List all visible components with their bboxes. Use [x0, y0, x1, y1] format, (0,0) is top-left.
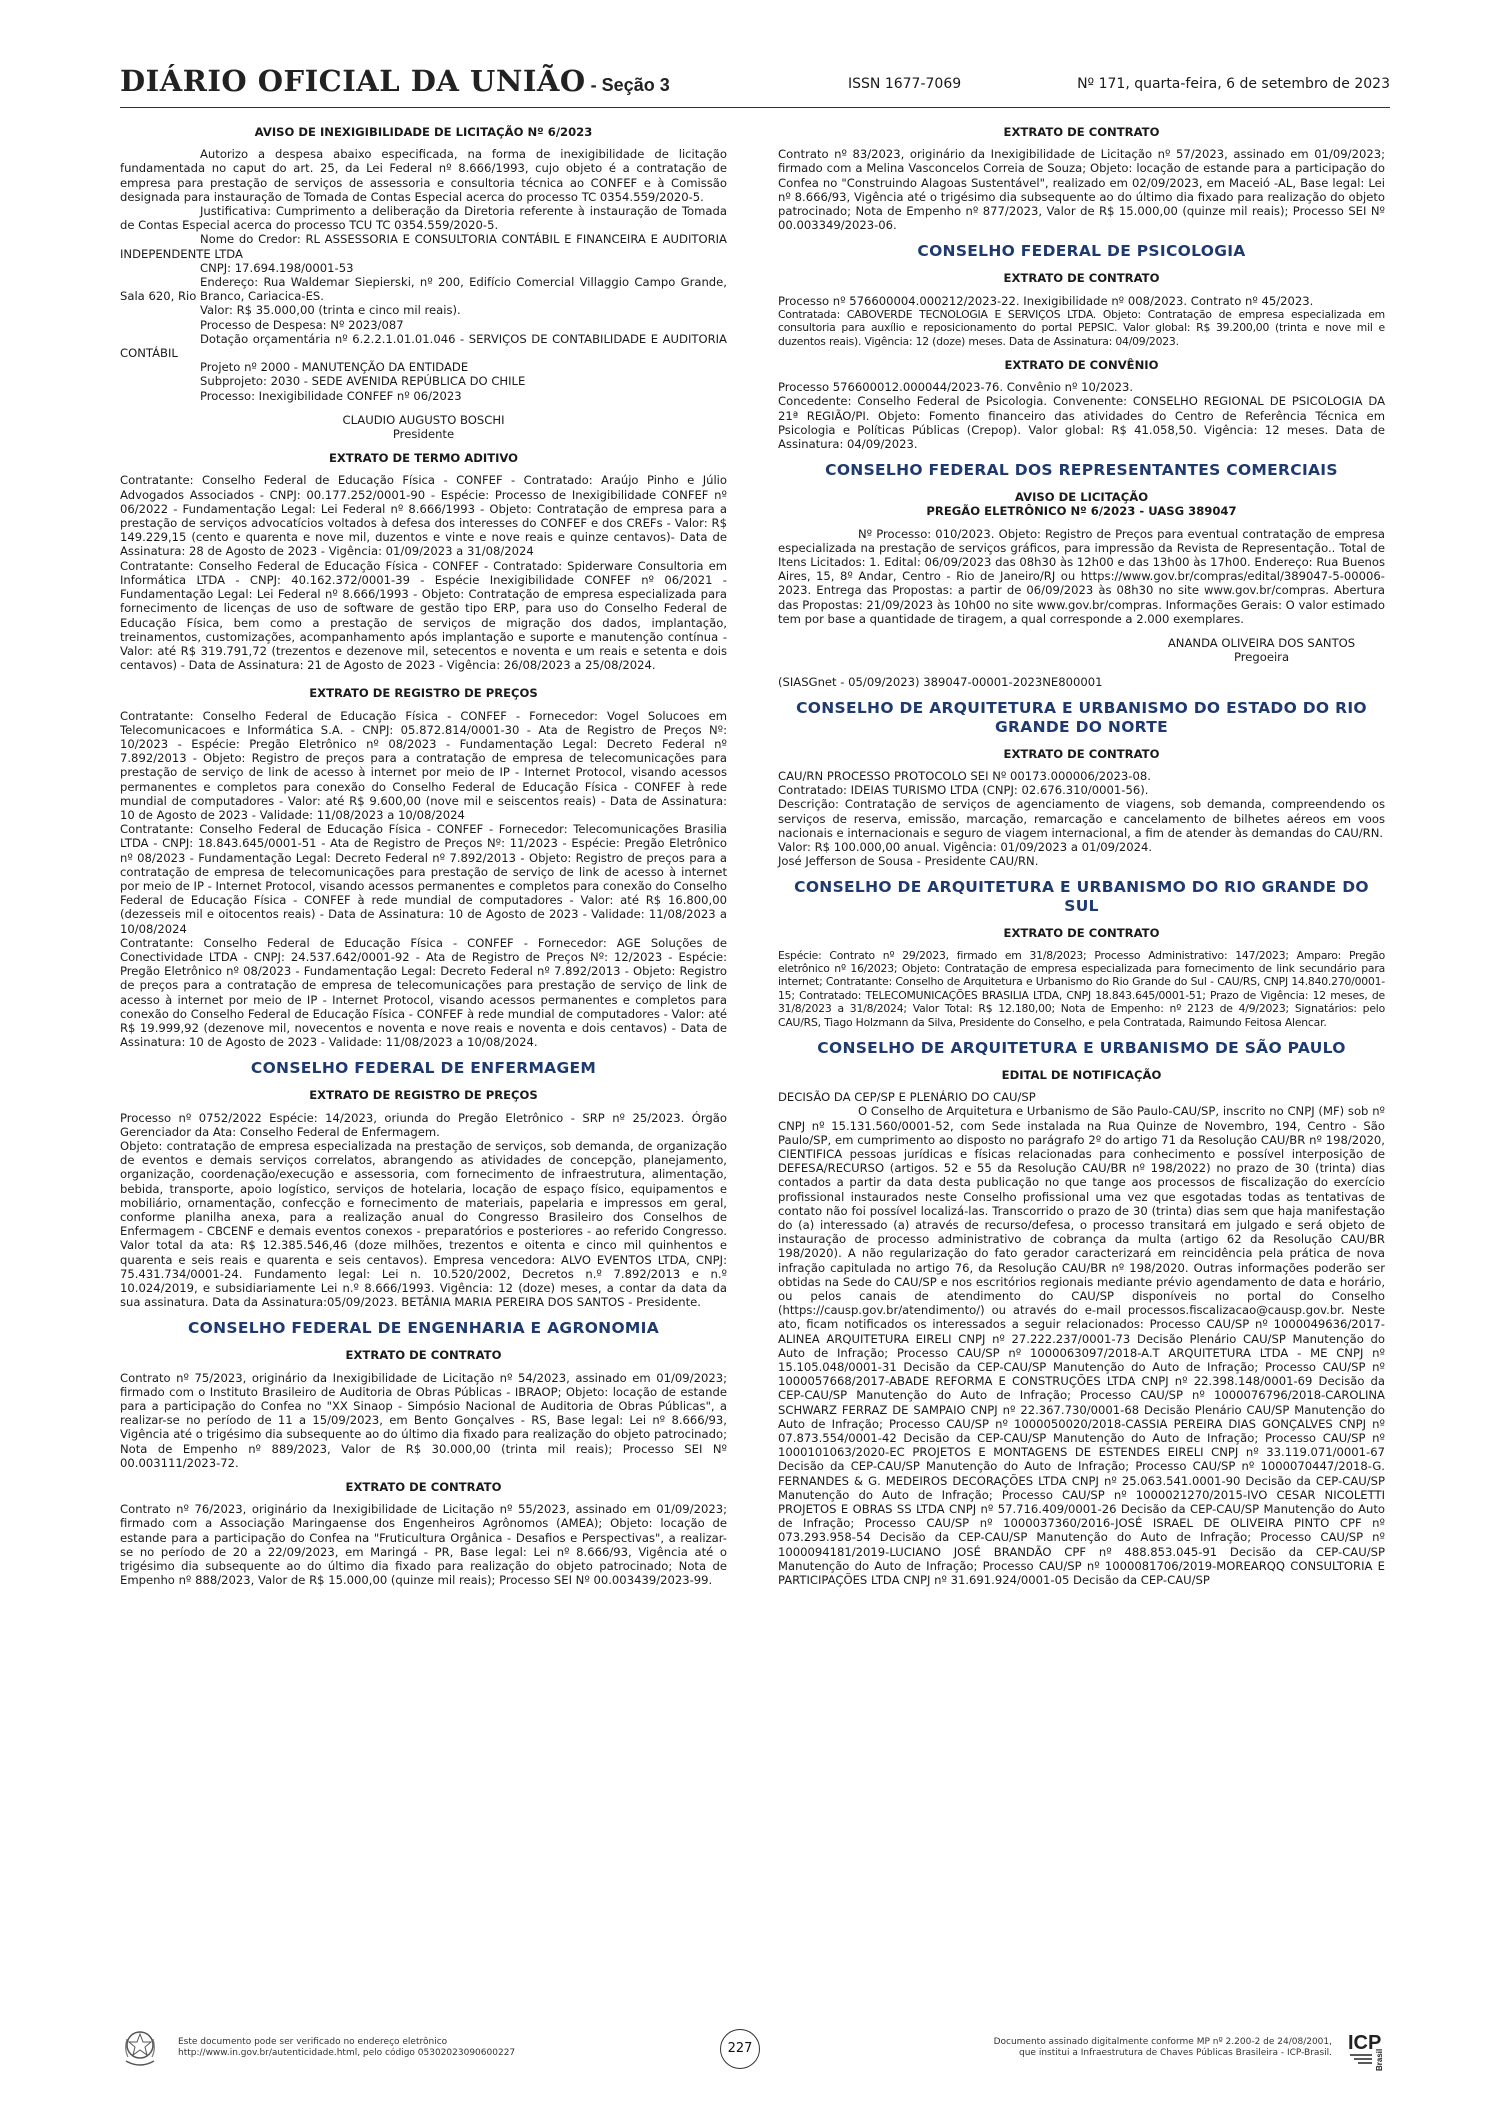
notice-title: EXTRATO DE CONVÊNIO: [1004, 358, 1159, 373]
paragraph: Valor: R$ 100.000,00 anual. Vigência: 01/09/2023 a 01/09/2024.: [778, 839, 1153, 854]
paragraph: Contratante: Conselho Federal de Educação Física - CONFEF - Fornecedor: Telecomunicações Brasilia LTDA - CNPJ: 18.843.645/0001-51 - Ata de Registro de Preços Nº: 11/2023 - Espécie: Pregão Eletrônico nº 08/2023 - Fundamentação Legal: Decreto Federal nº 7.892/2013 - Objeto: Registro de preços para a contratação de empresa de telecomunicações para prestação de serviço de link de acesso à internet por meio de IP - Internet Protocol, visando acessos permanentes e completos para conexão do Conselho Federal de Educação Física - CONFEF à rede mundial de computadores - Valor: até R$ 16.800,00 (dezesseis mil e oitocentos reais) - Data de Assinatura: 10 de Agosto de 2023 - Validade: 11/08/2023 a 10/08/2024: [120, 822, 727, 936]
paragraph: Processo 576600012.000044/2023-76. Convênio nº 10/2023.: [778, 380, 1134, 395]
verification-note: Este documento pode ser verificado no endereço eletrônico http://www.in.gov.br/autenticidade.html, pelo código 05302023090600227: [178, 2037, 516, 2058]
notice-title: EXTRATO DE CONTRATO: [1003, 926, 1160, 941]
paragraph: CAU/RN PROCESSO PROTOCOLO SEI Nº 00173.000006/2023-08.: [778, 768, 1151, 783]
svg-text:ICP: ICP: [1348, 2032, 1382, 2054]
signature-role: Pregoeira: [1233, 650, 1290, 665]
paragraph: Valor: R$ 35.000,00 (trinta e cinco mil reais).: [200, 303, 461, 318]
organization-heading: CONSELHO DE ARQUITETURA E URBANISMO DO RIO GRANDE DO SUL: [794, 878, 1369, 916]
paragraph: Processo nº 576600004.000212/2023-22. Inexigibilidade nº 008/2023. Contrato nº 45/2023.: [778, 293, 1314, 308]
icp-brasil-logo-icon: [1346, 2025, 1390, 2073]
paragraph: Processo: Inexigibilidade CONFEF nº 06/2023: [200, 388, 462, 403]
paragraph: Contratante: Conselho Federal de Educação Física - CONFEF - Fornecedor: Vogel Solucoes em Telecomunicacoes e Informática S.A. - CNPJ: 05.872.814/0001-30 - Ata de Registro de Preços Nº: 10/2023 - Espécie: Pregão Eletrônico nº 08/2023 - Fundamentação Legal: Decreto Federal nº 7.892/2013 - Objeto: Registro de preços para a contratação de empresa de telecomunicações para prestação de serviço de link de acesso à internet por meio de IP - Internet Protocol, visando acessos permanentes e completos para conexão do Conselho Federal de Educação Física - CONFEF à rede mundial de computadores - Valor: até R$ 9.600,00 (nove mil e seiscentos reais) - Data de Assinatura: 10 de Agosto de 2023 - Validade: 11/08/2023 a 10/08/2024: [120, 708, 727, 822]
notice-title: EXTRATO DE REGISTRO DE PREÇOS: [309, 686, 538, 701]
organization-heading: CONSELHO FEDERAL DE PSICOLOGIA: [917, 242, 1246, 261]
paragraph: Contratante: Conselho Federal de Educação Física - CONFEF - Contratado: Spiderware Consultoria em Informática LTDA - CNPJ: 40.162.372/0001-39 - Espécie Inexigibilidade CONFEF nº 06/2021 - Fundamentação Legal: Lei Federal nº 8.666/1993 - Objeto: Contratação de empresa especializada para fornecimento de licenças de uso de software de gestão tipo ERP, para uso do Conselho Federal de Educação Física, bem como a prestação de serviços de migração dos dados, implantação, treinamentos, customizações, acompanhamento após implantação e suporte e manutenção contínua - Valor: até R$ 319.791,72 (trezentos e dezenove mil, setecentos e noventa e um reais e setenta e dois centavos) - Data de Assinatura: 21 de Agosto de 2023 - Vigência: 26/08/2023 a 25/08/2024.: [120, 558, 727, 673]
coat-of-arms-icon: [120, 2027, 160, 2071]
paragraph: Nome do Credor: RL ASSESSORIA E CONSULTORIA CONTÁBIL E FINANCEIRA E AUDITORIA INDEPENDENTE LTDA: [120, 232, 727, 261]
paragraph: Processo de Despesa: Nº 2023/087: [200, 317, 404, 332]
paragraph: Processo nº 0752/2022 Espécie: 14/2023, oriunda do Pregão Eletrônico - SRP nº 25/2023. Órgão Gerenciador da Ata: Conselho Federal de Enfermagem.: [120, 1110, 727, 1139]
paragraph: Autorizo a despesa abaixo especificada, na forma de inexigibilidade de licitação fundamentada no caput do art. 25, da Lei Federal nº 8.666/1993, cujo objeto é a contratação de empresa para prestação de serviços de assessoria e consultoria técnica ao CONFEF e à Comissão designada para instauração de Tomada de Contas Especial acerca do processo TC 0354.559/2020-5.: [120, 147, 727, 204]
notice-title: EXTRATO DE CONTRATO: [345, 1480, 502, 1495]
organization-heading: CONSELHO FEDERAL DE ENFERMAGEM: [250, 1059, 597, 1078]
issn: ISSN 1677-7069: [848, 76, 962, 92]
paragraph: Contrato nº 75/2023, originário da Inexigibilidade de Licitação nº 54/2023, assinado em 01/09/2023; firmado com o Instituto Brasileiro de Auditoria de Obras Públicas - IBRAOP; Objeto: locação de estande para a participação do Confea no "XX Sinaop - Simpósio Nacional de Auditoria de Obras Públicas", a realizar-se no período de 11 a 15/09/2023, em Bento Gonçalves - RS, Base legal: Lei nº 8.666/93, Vigência até o trigésimo dia subsequente ao do último dia fixado para realização do objeto patrocinado; Nota de Empenho nº 889/2023, Valor de R$ 30.000,00 (trinta mil reais); Processo SEI Nº 00.003111/2023-72.: [120, 1370, 727, 1470]
notice-title: EXTRATO DE TERMO ADITIVO: [328, 451, 519, 466]
paragraph: Projeto nº 2000 - MANUTENÇÃO DA ENTIDADE: [200, 360, 469, 375]
notice-title: EDITAL DE NOTIFICAÇÃO: [1001, 1067, 1162, 1082]
newspaper-title: DIÁRIO OFICIAL DA UNIÃO - Seção 3: [120, 64, 670, 98]
paragraph: Objeto: contratação de empresa especializada na prestação de serviços, sob demanda, de organização de eventos e demais serviços correlatos, abrangendo as atividades de concepção, planejamento, organização, coordenação/execução e assessoria, com fornecimento de infraestrutura, alimentação, bebida, transporte, apoio logístico, serviços de hotelaria, locação de espaço físico, equipamentos e mobiliário, ornamentação, confecção e fornecimento de materiais, papelaria e impressos em geral, conforme planilha anexa, para a realização anual do Congresso Brasileiro dos Conselhos de Enfermagem - CBCENF e demais eventos conexos - preparatórios e posteriores - ao referido Congresso. Valor total da ata: R$ 12.385.546,46 (doze milhões, trezentos e oitenta e cinco mil quinhentos e quarenta e seis reais e quarenta e seis centavos). Empresa vencedora: ALVO EVENTOS LTDA, CNPJ: 75.431.734/0001-24. Fundamento legal: Lei n. 10.520/2002, Decretos n.º 7.892/2013 e n.º 10.024/2019, e subsidiariamente Lei n.º 8.666/1993. Vigência: 12 (doze) meses, a contar da data da sua assinatura. Data da Assinatura:05/09/2023. BETÂNIA MARIA PEREIRA DOS SANTOS - Presidente.: [120, 1139, 727, 1310]
notice-title: EXTRATO DE REGISTRO DE PREÇOS: [309, 1088, 538, 1103]
paragraph: Contrato nº 83/2023, originário da Inexigibilidade de Licitação nº 57/2023, assinado em 01/09/2023; firmado com a Melina Vasconcelos Correia de Souza; Objeto: locação de estande para a participação do Confea no "Construindo Alagoas Sustentável", realizado em 02/09/2023, em Maceió -AL, Base legal: Lei nº 8.666/93, Vigência até o trigésimo dia subsequente ao do último dia fixado para realização do objeto patrocinado; Nota de Empenho nº 877/2023, Valor de R$ 15.000,00 (quinze mil reais); Processo SEI Nº 00.003349/2023-06.: [778, 147, 1385, 233]
organization-heading: CONSELHO DE ARQUITETURA E URBANISMO DE SÃO PAULO: [817, 1038, 1346, 1057]
organization-heading: CONSELHO FEDERAL DE ENGENHARIA E AGRONOMIA: [187, 1319, 660, 1338]
paragraph: Concedente: Conselho Federal de Psicologia. Convenente: CONSELHO REGIONAL DE PSICOLOGIA DA 21ª REGIÃO/PI. Objeto: Fomento financeiro das atividades do Centro de Referência Técnica em Psicologia e Políticas Públicas (Crepop). Valor global: R$ 41.058,50. Vigência: 12 meses. Data de Assinatura: 04/09/2023.: [778, 394, 1385, 452]
left-column: [120, 125, 727, 1587]
paragraph: Descrição: Contratação de serviços de agenciamento de viagens, sob demanda, compreendendo os serviços de reserva, emissão, marcação, remarcação e cancelamento de bilhetes aéreos em voos nacionais e internacionais e seguro de viagem internacional, a fim de atender às demandas do CAU/RN.: [778, 797, 1385, 840]
paragraph: Dotação orçamentária nº 6.2.2.1.01.01.046 - SERVIÇOS DE CONTABILIDADE E AUDITORIA CONTÁBIL: [120, 331, 727, 361]
right-column: [778, 125, 1385, 1587]
paragraph: O Conselho de Arquitetura e Urbanismo de São Paulo-CAU/SP, inscrito no CNPJ (MF) sob nº CNPJ nº 15.131.560/0001-52, com Sede instalada na Rua Quinze de Novembro, 194, Centro - São Paulo/SP, em cumprimento ao disposto no parágrafo 2º do artigo 71 da Resolução CAU/BR nº 198/2020, CIENTIFICA pessoas jurídicas e físicas relacionadas para conhecimento e possível interposição de DEFESA/RECURSO (artigos. 52 e 55 da Resolução CAU/BR nº 198/2022) no prazo de 30 (trinta) dias contados a partir da data desta publicação no que tange aos processos de fiscalização do exercício profissional instaurados neste Conselho profissional uma vez que esgotadas todas as tentativas de contato não foi possível localizá-las. Transcorrido o prazo de 30 (trinta) dias sem que haja manifestação do (a) interessado (a) através de recurso/defesa, o processo transitará em julgado e será objeto de instauração de processo administrativo de cobrança da multa (artigo 62 da Resolução CAU/BR 198/2020). A não regularização do fato gerador caracterizará em reincidência pela prática de nova infração capitulada no artigo 76, da Resolução CAU/BR nº 198/2020. Outras informações poderão ser obtidas na Sede do CAU/SP e nos escritórios regionais mediante prévio agendamento de data e horário, ou pelos canais de atendimento do CAU/SP disponíveis no portal do Conselho (https://causp.gov.br/atendimento/) ou através do e-mail processos.fiscalizacao@causp.gov.br. Neste ato, ficam notificados os interessados a seguir relacionados: Processo CAU/SP nº 1000049636/2017-ALINEA ARQUITETURA EIRELI CNPJ nº 27.222.237/0001-73 Decisão Plenário CAU/SP Manutenção do Auto de Infração; Processo CAU/SP nº 1000063097/2018-A.T ARQUITETURA LTDA - ME CNPJ nº 15.105.048/0001-31 Decisão da CEP-CAU/SP Manutenção do Auto de Infração; Processo CAU/SP nº 1000057668/2017-ABADE REFORMA E CONSTRUÇÕES LTDA CNPJ nº 22.398.148/0001-69 Decisão da CEP-CAU/SP Manutenção do Auto de Infração; Processo CAU/SP nº 1000076796/2018-CAROLINA SCHWARZ FERRAZ DE SAMPAIO CNPJ nº 22.367.730/0001-68 Decisão Plenário CAU/SP Manutenção do Auto de Infração; Processo CAU/SP nº 1000050020/2018-CASSIA PEREIRA DIAS GONÇALVES CNPJ nº 07.873.554/0001-42 Decisão da CEP-CAU/SP Manutenção do Auto de Infração; Processo CAU/SP nº 1000101063/2020-EC PROJETOS E MONTAGENS DE ESTENDES EIRELI CNPJ nº 33.119.071/0001-67 Decisão da CEP-CAU/SP Manutenção do Auto de Infração; Processo CAU/SP nº 1000070447/2018-G. FERNANDES & G. MEDEIROS DECORAÇÕES LTDA CNPJ nº 25.063.541.0001-90 Decisão da CEP-CAU/SP Manutenção do Auto de Infração; Processo CAU/SP nº 1000021270/2015-IVO CESAR NICOLETTI PROJETOS E OBRAS SS LTDA CNPJ nº 57.716.409/0001-26 Decisão da CEP-CAU/SP Manutenção do Auto de Infração; Processo CAU/SP nº 1000037360/2016-JOSÉ ISRAEL DE OLIVEIRA PINTO CPF nº 073.293.958-54 Decisão da CEP-CAU/SP Manutenção do Auto de Infração; Processo CAU/SP nº 1000094181/2019-LUCIANO JOSÉ BRANDÃO CPF nº 488.853.045-91 Decisão da CEP-CAU/SP Manutenção do Auto de Infração; Processo CAU/SP nº 1000081706/2019-MOREARQQ CONSULTORIA E PARTICIPAÇÕES LTDA CNPJ nº 31.691.924/0001-05 Decisão da CEP-CAU/SP: [778, 1104, 1385, 1588]
paragraph: Contratada: CABOVERDE TECNOLOGIA E SERVIÇOS LTDA. Objeto: Contratação de empresa especializada em consultoria para auxílio e reposicionamento do portal PEPSIC. Valor global: R$ 39.200,00 (trinta e nove mil e duzentos reais). Vigência: 12 (doze) meses. Data de Assinatura: 04/09/2023.: [778, 307, 1385, 348]
masthead: [120, 62, 1390, 108]
paragraph: Subprojeto: 2030 - SEDE AVENIDA REPÚBLICA DO CHILE: [200, 374, 526, 389]
notice-title: AVISO DE LICITAÇÃO: [1014, 490, 1149, 505]
notice-title: EXTRATO DE CONTRATO: [345, 1348, 502, 1363]
notice-title: EXTRATO DE CONTRATO: [1003, 746, 1160, 761]
signature-name: ANANDA OLIVEIRA DOS SANTOS: [1167, 636, 1356, 651]
page-number: 227: [720, 2029, 760, 2069]
paragraph: Contratante: Conselho Federal de Educação Física - CONFEF - Contratado: Araújo Pinho e Júlio Advogados Associados - CNPJ: 00.177.252/0001-90 - Espécie: Processo de Inexigibilidade CONFEF nº 06/2022 - Fundamentação Legal: Lei Federal nº 8.666/1993 - Objeto: Contratação de empresa para a prestação de serviços advocatícios voltados à defesa dos interesses do CONFEF e dos CREFs - Valor: R$ 149.229,15 (cento e quarenta e nove mil, duzentos e vinte e nove reais e quinze centavos)- Data de Assinatura: 28 de Agosto de 2023 - Vigência: 01/09/2023 a 31/08/2024: [120, 473, 727, 559]
organization-heading: CONSELHO FEDERAL DOS REPRESENTANTES COMERCIAIS: [825, 461, 1338, 480]
paragraph: Justificativa: Cumprimento a deliberação da Diretoria referente à instauração de Tomada de Contas Especial acerca do processo TCU TC 0354.559/2020-5.: [120, 204, 727, 233]
paragraph: Contrato nº 76/2023, originário da Inexigibilidade de Licitação nº 55/2023, assinado em 01/09/2023; firmado com a Associação Maringaense dos Engenheiros Agrônomos (AMEA); Objeto: locação de estande para a participação do Confea na "Fruticultura Orgânica - Desafios e Perspectivas", a realizar-se no período de 20 a 22/09/2023, em Maringá - PR, Base legal: Lei nº 8.666/93, Vigência até o trigésimo dia subsequente ao do último dia fixado para realização do objeto patrocinado; Nota de Empenho nº 888/2023, Valor de R$ 15.000,00 (quinze mil reais); Processo SEI Nº 00.003439/2023-99.: [120, 1502, 727, 1588]
paragraph: CNPJ: 17.694.198/0001-53: [200, 260, 354, 275]
siasg-reference: (SIASGnet - 05/09/2023) 389047-00001-2023NE800001: [778, 674, 1103, 689]
paragraph: Nº Processo: 010/2023. Objeto: Registro de Preços para eventual contratação de empresa especializada na prestação de serviços gráficos, para impressão da Revista de Representação.. Total de Itens Licitados: 1. Edital: 06/09/2023 das 08h30 às 12h00 e das 13h00 às 17h00. Endereço: Rua Buenos Aires, 15, 8º Andar, Centro - Rio de Janeiro/RJ ou https://www.gov.br/compras/edital/389047-5-00006-2023. Entrega das Propostas: a partir de 06/09/2023 às 08h30 no site www.gov.br/compras. Abertura das Propostas: 21/09/2023 às 10h00 no site www.gov.br/compras. Informações Gerais: O valor estimado tem por base a quantidade de tiragem, a qual corresponde a 2.000 exemplares.: [778, 526, 1385, 626]
signature-role: Presidente: [392, 427, 455, 442]
paragraph: Contratado: IDEIAS TURISMO LTDA (CNPJ: 02.676.310/0001-56).: [778, 783, 1149, 798]
issue-date: Nº 171, quarta-feira, 6 de setembro de 2023: [1077, 76, 1390, 92]
notice-title: EXTRATO DE CONTRATO: [1003, 271, 1160, 286]
paragraph: José Jefferson de Sousa - Presidente CAU/RN.: [778, 854, 1039, 869]
paragraph: DECISÃO DA CEP/SP E PLENÁRIO DO CAU/SP: [778, 1090, 1036, 1105]
digital-signature-note: Documento assinado digitalmente conforme MP nº 2.200-2 de 24/08/2001, que institui a Infraestrutura de Chaves Públicas Brasileira - ICP-Brasil.: [993, 2037, 1332, 2058]
paragraph: Espécie: Contrato nº 29/2023, firmado em 31/8/2023; Processo Administrativo: 147/2023; Amparo: Pregão eletrônico nº 16/2023; Objeto: Contratação de empresa especializada para fornecimento de link secundário para internet; Contratante: Conselho de Arquitetura e Urbanismo do Rio Grande do Sul - CAU/RS, CNPJ 14.840.270/0001-15; Contratado: TELECOMUNICAÇÕES BRASILIA LTDA, CNPJ 18.843.645/0001-51; Prazo de Vigência: 12 meses, de 31/8/2023 a 31/8/2024; Valor Total: R$ 12.180,00; Nota de Empenho: nº 2123 de 4/9/2023; Signatários: pelo CAU/RS, Tiago Holzmann da Silva, Presidente do Conselho, e pela Contratada, Raimundo Feitosa Alencar.: [778, 948, 1385, 1029]
notice-title: EXTRATO DE CONTRATO: [1003, 125, 1160, 139]
svg-text:Brasil: Brasil: [1375, 2048, 1384, 2071]
signature-name: CLAUDIO AUGUSTO BOSCHI: [342, 412, 505, 427]
paragraph: Endereço: Rua Waldemar Siepierski, nº 200, Edifício Comercial Villaggio Campo Grande, Sala 620, Rio Branco, Cariacica-ES.: [120, 275, 727, 304]
organization-heading: CONSELHO DE ARQUITETURA E URBANISMO DO ESTADO DO RIO GRANDE DO NORTE: [796, 698, 1367, 736]
notice-subtitle: PREGÃO ELETRÔNICO Nº 6/2023 - UASG 389047: [926, 504, 1237, 519]
section-label: - Seção 3: [585, 75, 670, 95]
paragraph: Contratante: Conselho Federal de Educação Física - CONFEF - Fornecedor: AGE Soluções de Conectividade LTDA - CNPJ: 24.537.642/0001-92 - Ata de Registro de Preços Nº: 12/2023 - Espécie: Pregão Eletrônico nº 08/2023 - Fundamentação Legal: Decreto Federal nº 7.892/2013 - Objeto: Registro de preços para a contratação de empresa de telecomunicações para prestação de serviço de link de acesso à internet por meio de IP - Internet Protocol, visando acessos permanentes e completos para conexão do Conselho Federal de Educação Física - CONFEF à rede mundial de computadores - Valor: até R$ 19.999,92 (dezenove mil, novecentos e noventa e nove reais e noventa e dois centavos) - Data de Assinatura: 10 de Agosto de 2023 - Validade: 11/08/2023 a 10/08/2024.: [120, 935, 727, 1050]
page-footer: [120, 2025, 1390, 2075]
notice-title: AVISO DE INEXIGIBILIDADE DE LICITAÇÃO Nº 6/2023: [254, 125, 593, 139]
